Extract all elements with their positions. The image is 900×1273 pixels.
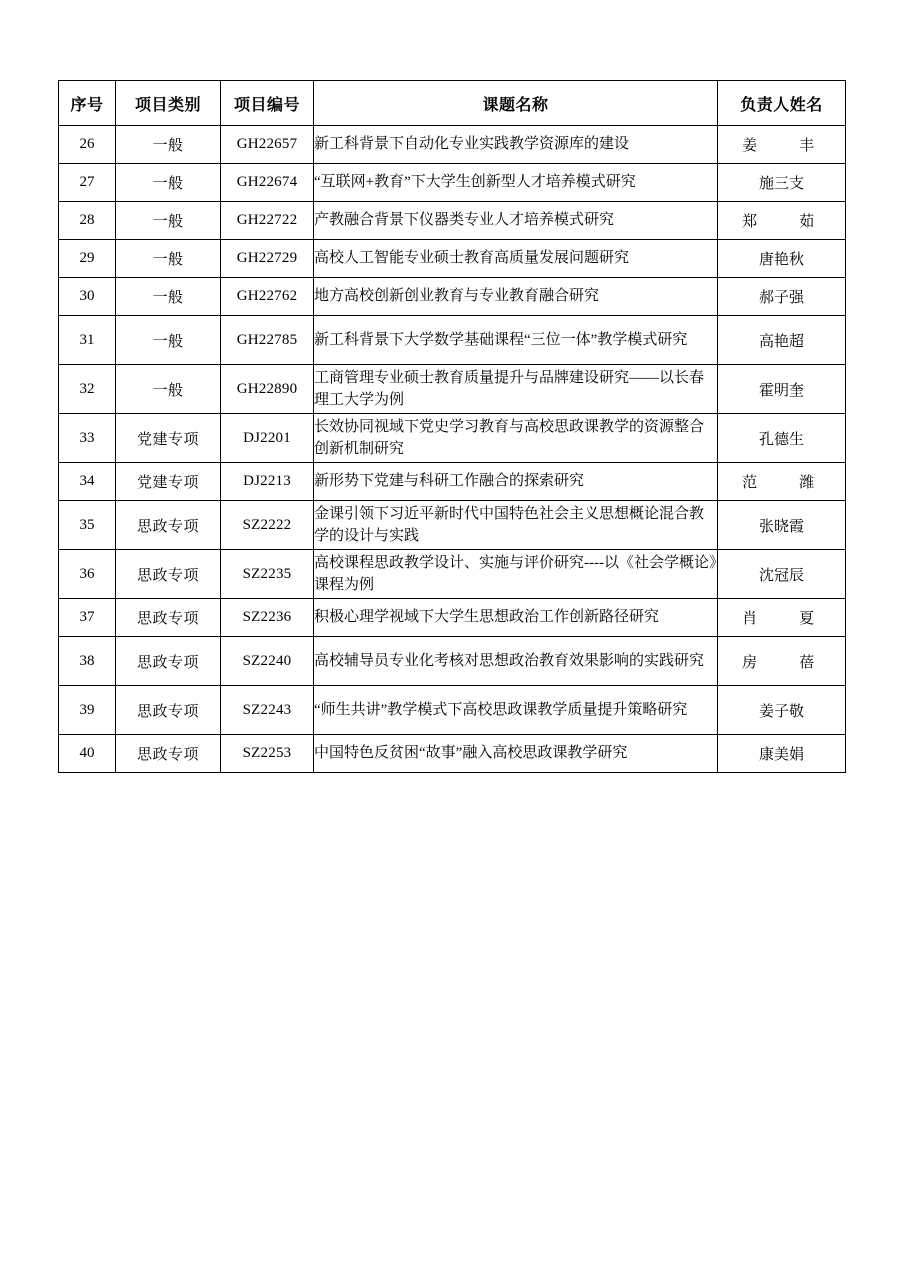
cell-leader-name <box>718 599 846 637</box>
cell-category: 思政专项 <box>116 637 221 686</box>
cell-leader-name: 孔德生 <box>718 414 846 463</box>
cell-project-code: SZ2243 <box>221 686 314 735</box>
cell-index: 33 <box>59 414 116 463</box>
cell-category: 思政专项 <box>116 501 221 550</box>
cell-leader-name <box>718 126 846 164</box>
cell-project-code: GH22722 <box>221 202 314 240</box>
cell-leader-name: 高艳超 <box>718 316 846 365</box>
table-row <box>59 735 846 773</box>
cell-index: 31 <box>59 316 116 365</box>
cell-project-title: 新工科背景下大学数学基础课程“三位一体”教学模式研究 <box>314 316 718 365</box>
cell-category: 思政专项 <box>116 550 221 599</box>
cell-project-code: GH22890 <box>221 365 314 414</box>
table-row <box>59 686 846 735</box>
cell-category: 党建专项 <box>116 463 221 501</box>
table-row <box>59 240 846 278</box>
leader-name-text: 房 蓓 <box>742 654 828 671</box>
cell-index: 32 <box>59 365 116 414</box>
leader-name-text: 郑 茹 <box>742 214 828 230</box>
cell-project-title: 长效协同视域下党史学习教育与高校思政课教学的资源整合创新机制研究 <box>314 414 718 463</box>
cell-project-title: 工商管理专业硕士教育质量提升与品牌建设研究——以长春理工大学为例 <box>314 365 718 414</box>
cell-project-title: 地方高校创新创业教育与专业教育融合研究 <box>314 278 718 316</box>
cell-project-title: “师生共讲”教学模式下高校思政课教学质量提升策略研究 <box>314 686 718 735</box>
cell-project-code: GH22674 <box>221 164 314 202</box>
cell-project-title: 中国特色反贫困“故事”融入高校思政课教学研究 <box>314 735 718 773</box>
grant-table-container <box>58 80 845 773</box>
cell-index: 35 <box>59 501 116 550</box>
cell-category: 一般 <box>116 202 221 240</box>
table-row <box>59 414 846 463</box>
cell-leader-name: 姜子敬 <box>718 686 846 735</box>
cell-category: 思政专项 <box>116 686 221 735</box>
leader-name-text: 肖 夏 <box>742 611 828 627</box>
cell-leader-name <box>718 202 846 240</box>
cell-category: 一般 <box>116 278 221 316</box>
cell-project-code: DJ2201 <box>221 414 314 463</box>
cell-project-code: GH22729 <box>221 240 314 278</box>
cell-index: 29 <box>59 240 116 278</box>
cell-leader-name: 郝子强 <box>718 278 846 316</box>
cell-index: 30 <box>59 278 116 316</box>
cell-project-title: 产教融合背景下仪器类专业人才培养模式研究 <box>314 202 718 240</box>
cell-project-code: SZ2253 <box>221 735 314 773</box>
cell-project-title: 积极心理学视域下大学生思想政治工作创新路径研究 <box>314 599 718 637</box>
cell-leader-name: 施三支 <box>718 164 846 202</box>
cell-project-code: SZ2236 <box>221 599 314 637</box>
cell-index: 36 <box>59 550 116 599</box>
cell-index: 28 <box>59 202 116 240</box>
cell-project-code: GH22785 <box>221 316 314 365</box>
cell-index: 38 <box>59 637 116 686</box>
cell-category: 思政专项 <box>116 599 221 637</box>
cell-leader-name: 康美娟 <box>718 735 846 773</box>
column-header-title: 课题名称 <box>314 81 718 126</box>
table-row <box>59 637 846 686</box>
table-row <box>59 316 846 365</box>
table-row <box>59 126 846 164</box>
table-body <box>59 126 846 773</box>
column-header-code: 项目编号 <box>221 81 314 126</box>
cell-leader-name <box>718 637 846 686</box>
cell-project-title: 高校人工智能专业硕士教育高质量发展问题研究 <box>314 240 718 278</box>
cell-project-title: “互联网+教育”下大学生创新型人才培养模式研究 <box>314 164 718 202</box>
cell-project-code: SZ2235 <box>221 550 314 599</box>
cell-category: 党建专项 <box>116 414 221 463</box>
cell-project-title: 高校课程思政教学设计、实施与评价研究----以《社会学概论》课程为例 <box>314 550 718 599</box>
cell-leader-name <box>718 463 846 501</box>
table-header <box>59 81 846 126</box>
cell-category: 一般 <box>116 365 221 414</box>
table-row <box>59 501 846 550</box>
table-row <box>59 599 846 637</box>
cell-category: 一般 <box>116 126 221 164</box>
approved-projects-table <box>58 80 846 773</box>
cell-category: 一般 <box>116 240 221 278</box>
cell-category: 一般 <box>116 164 221 202</box>
column-header-category: 项目类别 <box>116 81 221 126</box>
cell-project-code: GH22762 <box>221 278 314 316</box>
table-row <box>59 202 846 240</box>
cell-index: 26 <box>59 126 116 164</box>
table-row <box>59 550 846 599</box>
cell-index: 37 <box>59 599 116 637</box>
cell-project-code: DJ2213 <box>221 463 314 501</box>
leader-name-text: 姜 丰 <box>742 138 828 154</box>
cell-project-title: 高校辅导员专业化考核对思想政治教育效果影响的实践研究 <box>314 637 718 686</box>
cell-project-code: SZ2240 <box>221 637 314 686</box>
cell-project-code: SZ2222 <box>221 501 314 550</box>
table-header-row <box>59 81 846 126</box>
cell-index: 40 <box>59 735 116 773</box>
cell-index: 27 <box>59 164 116 202</box>
cell-leader-name: 张晓霞 <box>718 501 846 550</box>
column-header-index: 序号 <box>59 81 116 126</box>
column-header-leader: 负责人姓名 <box>718 81 846 126</box>
leader-name-text: 范 潍 <box>742 475 828 491</box>
cell-project-title: 金课引领下习近平新时代中国特色社会主义思想概论混合教学的设计与实践 <box>314 501 718 550</box>
cell-category: 一般 <box>116 316 221 365</box>
cell-project-title: 新工科背景下自动化专业实践教学资源库的建设 <box>314 126 718 164</box>
table-row <box>59 365 846 414</box>
cell-leader-name: 霍明奎 <box>718 365 846 414</box>
cell-leader-name: 沈冠辰 <box>718 550 846 599</box>
cell-index: 34 <box>59 463 116 501</box>
table-row <box>59 164 846 202</box>
cell-project-code: GH22657 <box>221 126 314 164</box>
cell-category: 思政专项 <box>116 735 221 773</box>
table-row <box>59 278 846 316</box>
cell-leader-name: 唐艳秋 <box>718 240 846 278</box>
cell-project-title: 新形势下党建与科研工作融合的探索研究 <box>314 463 718 501</box>
table-row <box>59 463 846 501</box>
cell-index: 39 <box>59 686 116 735</box>
